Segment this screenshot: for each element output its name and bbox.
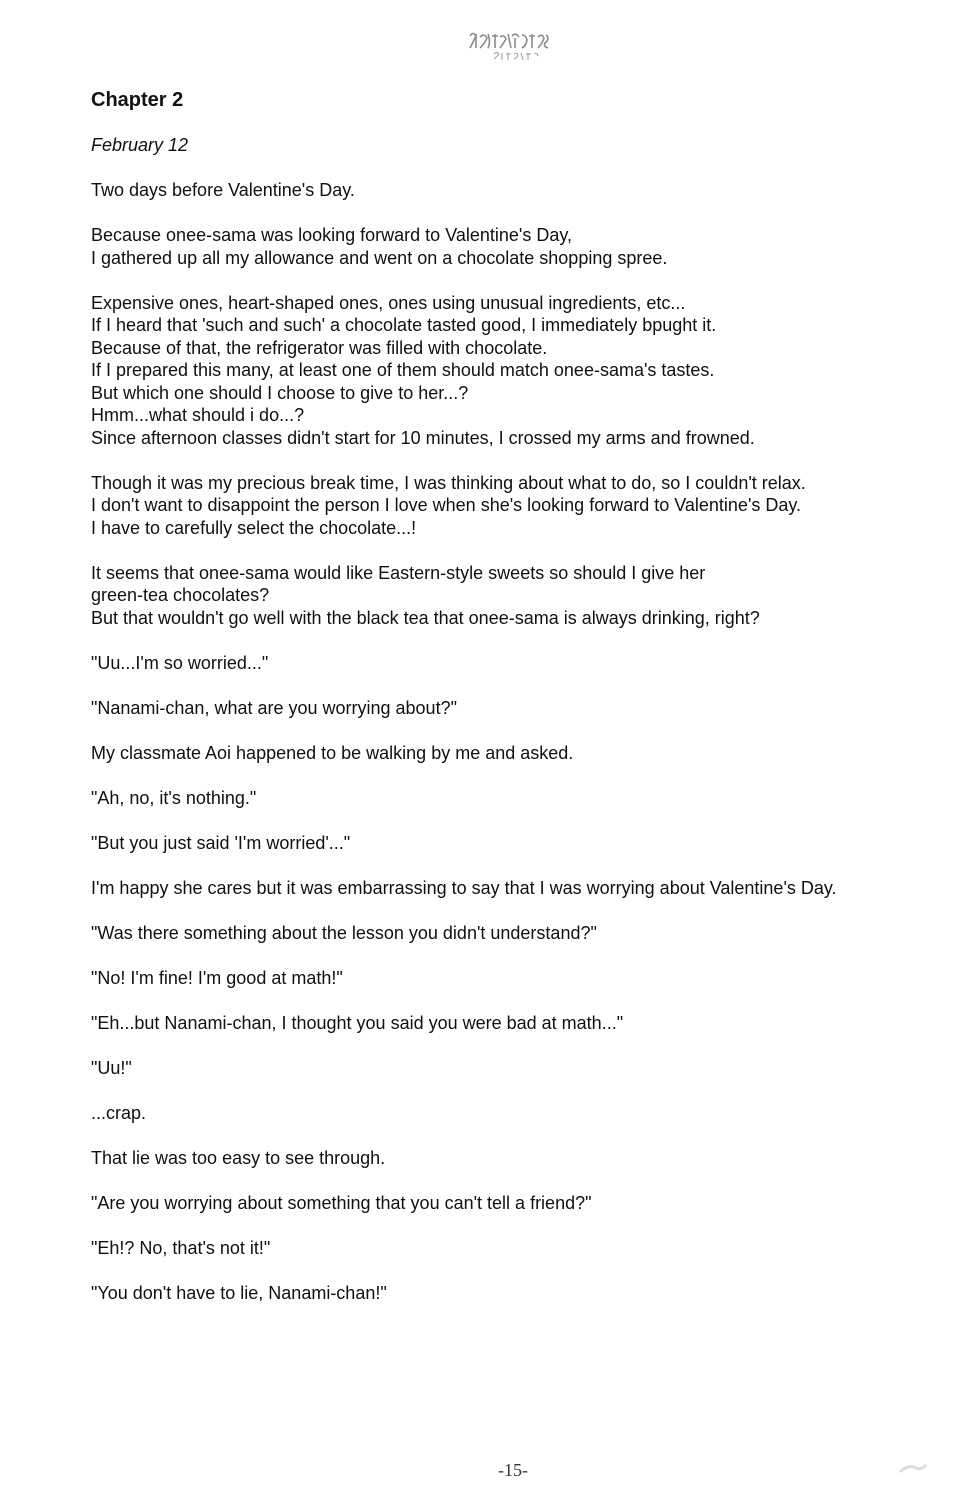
text-line: green-tea chocolates? [91, 585, 270, 605]
header-logo-icon [466, 28, 558, 62]
paragraph [91, 472, 931, 540]
text-line: But which one should I choose to give to her...? [91, 382, 469, 403]
text-line: "Uu!" [91, 1057, 132, 1078]
text-line: I have to carefully select the chocolate...! [91, 517, 417, 538]
paragraph [91, 742, 931, 765]
paragraph [91, 1102, 931, 1125]
page-number: -15- [498, 1460, 528, 1480]
paragraph [91, 562, 931, 630]
text-line: "No! I'm fine! I'm good at math!" [91, 967, 343, 988]
chapter-date: February 12 [91, 135, 189, 155]
paragraph [91, 1237, 931, 1260]
story-text [91, 179, 931, 1327]
paragraph [91, 967, 931, 990]
paragraph [91, 877, 931, 900]
paragraph [91, 787, 931, 810]
text-line: If I prepared this many, at least one of them should match onee-sama's tastes. [91, 360, 715, 380]
text-line: Expensive ones, heart-shaped ones, ones using unusual ingredients, etc... [91, 292, 686, 313]
corner-smudge-icon [898, 1462, 928, 1476]
paragraph [91, 1192, 931, 1215]
text-line: I don't want to disappoint the person I love when she's looking forward to Valentine's Day. [91, 495, 802, 515]
text-line: Hmm...what should i do...? [91, 405, 305, 425]
paragraph [91, 697, 931, 720]
text-line: I'm happy she cares but it was embarrassing to say that I was worrying about Valentine's Day. [91, 877, 837, 898]
text-line: "Was there something about the lesson you didn't understand?" [91, 922, 597, 943]
text-line: "Are you worrying about something that you can't tell a friend?" [91, 1192, 592, 1213]
text-line: It seems that onee-sama would like Eastern-style sweets so should I give her [91, 562, 706, 583]
text-line: That lie was too easy to see through. [91, 1147, 386, 1168]
text-line: Though it was my precious break time, I was thinking about what to do, so I couldn't relax. [91, 472, 806, 493]
text-line: "But you just said 'I'm worried'..." [91, 832, 351, 853]
text-line: Since afternoon classes didn't start for 10 minutes, I crossed my arms and frowned. [91, 427, 755, 448]
paragraph [91, 1012, 931, 1035]
paragraph [91, 224, 931, 269]
text-line: "Ah, no, it's nothing." [91, 787, 257, 808]
text-line: ...crap. [91, 1102, 147, 1123]
text-line: If I heard that 'such and such' a chocolate tasted good, I immediately bpught it. [91, 315, 717, 335]
paragraph [91, 832, 931, 855]
text-line: Because of that, the refrigerator was filled with chocolate. [91, 337, 548, 358]
text-line: But that wouldn't go well with the black tea that onee-sama is always drinking, right? [91, 607, 760, 628]
paragraph [91, 1282, 931, 1305]
paragraph [91, 292, 931, 450]
text-line: I gathered up all my allowance and went on a chocolate shopping spree. [91, 247, 668, 268]
paragraph [91, 922, 931, 945]
text-line: "Uu...I'm so worried..." [91, 652, 269, 673]
text-line: Because onee-sama was looking forward to Valentine's Day, [91, 225, 573, 245]
paragraph [91, 1147, 931, 1170]
paragraph [91, 652, 931, 675]
paragraph [91, 179, 931, 202]
paragraph [91, 1057, 931, 1080]
text-line: My classmate Aoi happened to be walking by me and asked. [91, 742, 574, 763]
chapter-title: Chapter 2 [91, 89, 184, 111]
text-line: "Nanami-chan, what are you worrying about?" [91, 697, 457, 718]
text-line: "You don't have to lie, Nanami-chan!" [91, 1282, 387, 1303]
text-line: Two days before Valentine's Day. [91, 180, 355, 200]
text-line: "Eh...but Nanami-chan, I thought you said you were bad at math..." [91, 1012, 624, 1033]
text-line: "Eh!? No, that's not it!" [91, 1237, 271, 1258]
